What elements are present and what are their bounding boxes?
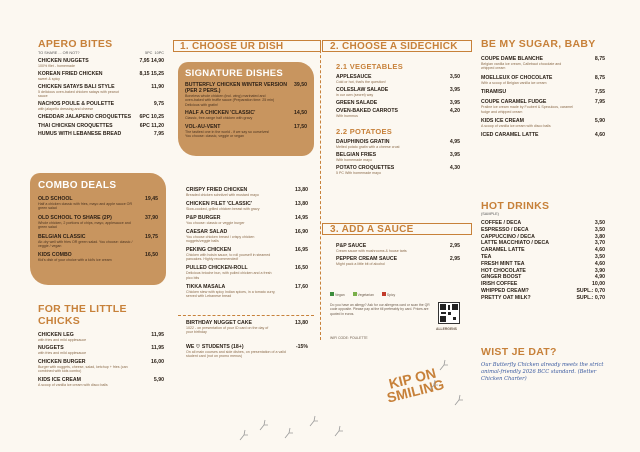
- drinks-section: [481, 200, 605, 302]
- item-name: BUTTERFLY CHICKEN WINTER VERSION (PER 2 PERS.): [185, 82, 288, 94]
- apero-item: [38, 123, 164, 129]
- item-price: 3,50: [594, 220, 605, 226]
- item-name: OVEN-BAKED CARROTS: [336, 108, 398, 115]
- apero-item: [38, 58, 164, 68]
- item-name: KIDS ICE CREAM: [38, 376, 81, 383]
- sauce-title: 3. ADD A SAUCE: [330, 224, 414, 235]
- side-section: [336, 62, 460, 177]
- item-name: CHICKEN SATAYS BALI STYLE: [38, 83, 115, 90]
- item-price: 2,95: [449, 243, 460, 249]
- item-desc: With a scoop of Belgian vanilla ice cream: [481, 80, 547, 85]
- item-name: ICED CARAMEL LATTE: [481, 132, 539, 139]
- apero-col-a: 5PC: [144, 51, 153, 55]
- item-price: 3,95: [449, 99, 460, 106]
- item-name: KIDS COMBO: [38, 252, 72, 259]
- dish-extras: BIRTHDAY NUGGET CAKE 13,80 1022 - on presentation of your ID card on the day of your birthday WE ♡ STUDENTS (18+) -15% On all main courses and side dishes, on presentation of a valid student card (not on promo menus): [186, 320, 308, 359]
- item-name: TIRAMISU: [481, 89, 507, 96]
- wist-title: WIST JE DAT?: [481, 346, 557, 358]
- drink-item: [481, 268, 605, 274]
- apero-col-b: 10PC: [154, 51, 164, 55]
- item-price: 16,50: [145, 252, 158, 259]
- item-price: 4,60: [594, 132, 605, 139]
- item-name: KIDS ICE CREAM: [481, 118, 524, 125]
- qr-code-icon[interactable]: [438, 302, 460, 324]
- signature-item: [185, 82, 307, 107]
- dish-main: [186, 187, 308, 302]
- item-price: 3,50: [449, 74, 460, 80]
- item-name: P&P SAUCE: [336, 243, 367, 249]
- item-price: 3,80: [594, 233, 605, 240]
- item-desc: Delicious brioche bun, with pulled chicken and a fresh pico bits: [186, 271, 272, 280]
- dish-title: 1. CHOOSE UR DISH: [180, 41, 284, 52]
- item-price: 11,90: [151, 83, 164, 90]
- item-desc: With hummus: [336, 114, 358, 119]
- apero-item: [38, 114, 164, 120]
- item-name: IRISH COFFEE: [481, 281, 518, 288]
- item-price: 4,90: [594, 274, 605, 281]
- item-price: 3,90: [594, 267, 605, 274]
- item-desc: A scoop of vanilla ice cream with disco balls: [38, 382, 108, 387]
- legend: [330, 292, 470, 297]
- allergenes-label: ALLERGENS: [436, 327, 457, 331]
- divider: [178, 315, 314, 316]
- item-price: 2,95: [449, 256, 460, 263]
- item-desc: Belgian vanilla ice cream, Callebaut chocolate and whipped cream: [481, 62, 562, 71]
- item-price: 5,90: [594, 118, 605, 125]
- item-desc: sweet & spicy: [38, 76, 60, 81]
- item-desc: Melted potato gratin with a cheese crust: [336, 144, 400, 149]
- item-price: 13,80: [295, 187, 308, 193]
- item-price: 8,15 15,25: [139, 70, 164, 77]
- item-name: VOL-AU-VENT: [185, 123, 221, 130]
- drink-item: [481, 261, 605, 267]
- item-price: SUPL.: 0,70: [576, 287, 605, 294]
- item-name: BELGIAN FRIES: [336, 151, 377, 158]
- item-name: POTATO CROQUETTES: [336, 164, 395, 171]
- legend-vegetarian: Vegetarian: [357, 293, 374, 297]
- dish-item: [186, 215, 308, 225]
- combo-item: [38, 252, 158, 262]
- item-price: 11,95: [151, 345, 164, 352]
- item-name: KOREAN FRIED CHICKEN: [38, 70, 103, 77]
- wist-text: Our Butterfly Chicken already meets the strict animal-friendly 2026 BCC standard. (Better Chicken Charter): [481, 362, 604, 382]
- item-desc: in our own (secret) way: [336, 92, 374, 97]
- item-name: NUGGETS: [38, 345, 64, 352]
- item-price: 17,50: [294, 123, 307, 130]
- item-price: 39,50: [294, 82, 307, 88]
- item-name: HUMUS WITH LEBANESE BREAD: [38, 131, 122, 138]
- dish-item: [186, 229, 308, 244]
- potato-item: [336, 152, 460, 162]
- veg-list: [336, 74, 460, 119]
- apero-list: [38, 58, 164, 137]
- item-price: 5,90: [153, 376, 164, 383]
- vegetable-item: [336, 100, 460, 106]
- item-price: 8,75: [594, 56, 605, 62]
- item-desc: You choose: classic or veggie burger: [186, 220, 245, 225]
- item-desc: Half a chicken classic with fries, mayo and apple sauce OR green salad: [38, 202, 133, 211]
- side-title: 2. CHOOSE A SIDECHICK: [330, 41, 458, 52]
- little-item: [38, 359, 164, 374]
- drink-item: [481, 234, 605, 240]
- item-desc: With homemade mayo: [336, 157, 372, 162]
- birthday-item: BIRTHDAY NUGGET CAKE 13,80: [186, 320, 308, 326]
- item-name: GINGER BOOST: [481, 274, 522, 281]
- pot-list: [336, 139, 460, 175]
- legend-spicy: Spicy: [386, 293, 396, 297]
- item-name: TIKKA MASALA: [186, 283, 226, 290]
- item-name: BELGIAN CLASSIC: [38, 233, 86, 240]
- item-name: FRESH MINT TEA: [481, 260, 525, 267]
- item-name: DAUPHINOIS GRATIN: [336, 138, 390, 145]
- students-item: WE ♡ STUDENTS (18+) -15%: [186, 343, 308, 350]
- item-price: 19,75: [145, 233, 158, 240]
- item-price: 13,80: [295, 200, 308, 207]
- item-name: WHIPPED CREAM?: [481, 287, 529, 294]
- combo-item: [38, 196, 158, 211]
- item-name: PEKING CHICKEN: [186, 247, 231, 254]
- item-price: 8,75: [594, 74, 605, 81]
- item-price: 14,95: [295, 214, 308, 221]
- drink-item: [481, 295, 605, 301]
- dish-list: [186, 187, 308, 298]
- apero-item: [38, 101, 164, 111]
- item-desc: The tastiest one in the world - if we say so ourselves! You choose: classic, veggie or vegan: [185, 129, 270, 139]
- item-price: 11,95: [151, 332, 164, 338]
- item-price: 3,70: [594, 240, 605, 247]
- item-name: MOELLEUX OF CHOCOLATE: [481, 74, 553, 81]
- wifi-code: WIFI CODE: POULETTE: [330, 336, 368, 340]
- drinks-title: HOT DRINKS: [481, 200, 550, 212]
- sauce-item: [336, 243, 460, 253]
- legend-vegan: Vegan: [335, 293, 345, 297]
- item-desc: Kid's dish of your choice with a kid's ice cream: [38, 258, 112, 263]
- item-desc: Burger with nuggets, cheese, salad, ketchup + fries (can combined with kids combo): [38, 364, 128, 374]
- drinks-list: [481, 220, 605, 301]
- chicken-footprints-icon: [230, 350, 490, 450]
- item-price: 16,95: [295, 247, 308, 254]
- sauce-list: [336, 243, 460, 267]
- item-name: COFFEE / DECA: [481, 220, 522, 226]
- apero-subtitle: TO SHARE ... OR NOT?: [38, 51, 80, 55]
- little-list: [38, 332, 164, 387]
- item-name: HALF A CHICKEN 'CLASSIC': [185, 110, 256, 117]
- item-name: P&P BURGER: [186, 214, 221, 221]
- little-section: [38, 303, 164, 390]
- item-price: 14,50: [294, 110, 307, 117]
- sweet-list: [481, 56, 605, 138]
- combo-box: [30, 173, 166, 285]
- item-name: THAI CHICKEN CROQUETTES: [38, 122, 113, 129]
- item-desc: with jalapeño dressing and cheese: [38, 107, 94, 112]
- item-name: COUPE DAME BLANCHE: [481, 56, 543, 62]
- item-price: 17,60: [295, 283, 308, 290]
- item-desc: Classic, free-range half chicken with gravy: [185, 116, 253, 121]
- signature-item: [185, 124, 307, 139]
- combo-list: [38, 196, 158, 263]
- pot-title: 2.2 POTATOES: [336, 126, 393, 136]
- dish-item: [186, 247, 308, 262]
- item-price: 3,95: [449, 86, 460, 93]
- item-name: COUPE CARAMEL FUDGE: [481, 99, 547, 106]
- item-price: 16,00: [151, 358, 164, 365]
- item-desc: Might pack a little bit of alcohol: [336, 262, 385, 267]
- item-desc: Whole chicken, 2 portions of chips, mayo, applesauce and green salad: [38, 220, 131, 230]
- signature-box: [178, 62, 314, 156]
- sweet-title: BE MY SUGAR, BABY: [481, 38, 596, 50]
- item-desc: Cold or hot, that's the question!: [336, 80, 386, 84]
- drink-item: [481, 274, 605, 280]
- item-price: 9,75: [153, 101, 164, 108]
- little-item: [38, 377, 164, 387]
- item-name: ESPRESSO / DECA: [481, 226, 529, 233]
- veg-title: 2.1 VEGETABLES: [336, 62, 403, 71]
- signature-list: [185, 82, 307, 138]
- item-desc: Slow-cooked, grilled chicken breast with gravy: [186, 206, 260, 211]
- item-name: PEPPER CREAM SAUCE: [336, 256, 398, 263]
- dish-item: [186, 187, 308, 197]
- item-price: 4,60: [594, 260, 605, 267]
- dessert-item: [481, 118, 605, 128]
- apero-item: [38, 131, 164, 137]
- item-desc: Chicken stew with spicy Indian spices, in a tomato curry, served with Lebanese bread: [186, 289, 276, 299]
- item-price: 37,90: [145, 214, 158, 221]
- item-price: 19,45: [145, 196, 158, 202]
- item-name: CHICKEN BURGER: [38, 358, 86, 365]
- item-desc: Breaded chicken schnitzel with mustard mayo: [186, 193, 259, 197]
- item-name: OLD SCHOOL TO SHARE (2P): [38, 214, 112, 221]
- drink-item: [481, 227, 605, 233]
- item-desc: with fries and mild applesauce: [38, 338, 87, 342]
- dessert-item: [481, 56, 605, 71]
- signature-title: SIGNATURE DISHES: [185, 68, 284, 79]
- apero-title: APERO BITES: [38, 38, 113, 50]
- item-desc: with fries and mild applesauce: [38, 351, 87, 356]
- item-desc: Air-dry well with fries OR green salad. You choose: classic / veggie / vegan: [38, 239, 133, 249]
- item-name: CHICKEN FILET 'CLASSIC': [186, 200, 253, 207]
- item-name: TEA: [481, 253, 492, 260]
- item-price: 4,95: [449, 138, 460, 145]
- item-price: 3,50: [594, 226, 605, 233]
- item-price: 3,95: [449, 151, 460, 158]
- item-price: 10,00: [592, 281, 605, 288]
- item-name: CAPPUCCINO / DECA: [481, 233, 535, 240]
- sauce-section: [336, 243, 460, 270]
- item-name: HOT CHOCOLATE: [481, 267, 526, 274]
- item-price: 6PC 10,25: [139, 114, 164, 121]
- item-price: 16,90: [295, 228, 308, 235]
- allergy-note: Do you have an allergy? Ask for our allergens card or scan the QR code opposite. Please pay at the till preferably by card. Prices are quoted in euros.: [330, 303, 430, 316]
- item-name: CAESAR SALAD: [186, 228, 228, 235]
- item-name: CHICKEN LEG: [38, 332, 74, 338]
- item-name: CHEDDAR JALAPENO CROQUETTES: [38, 114, 132, 121]
- item-name: PRETTY OAT MILK?: [481, 294, 531, 301]
- item-name: CARAMEL LATTE: [481, 247, 525, 254]
- dessert-item: [481, 99, 605, 114]
- item-price: SUPL.: 0,70: [576, 294, 605, 301]
- little-item: [38, 345, 164, 355]
- drink-item: [481, 247, 605, 253]
- combo-item: [38, 234, 158, 249]
- drink-item: [481, 288, 605, 294]
- drink-item: [481, 220, 605, 226]
- item-name: CRISPY FRIED CHICKEN: [186, 187, 248, 193]
- item-desc: 100% filet - homemade: [38, 64, 75, 68]
- column-divider: [320, 40, 321, 340]
- item-name: NACHOS POULE & POULETTE: [38, 101, 115, 108]
- vegetable-item: [336, 108, 460, 118]
- item-desc: A scoop of vanilla ice cream with disco balls: [481, 124, 551, 129]
- item-desc: You choose chicken breast / crispy chicken nuggets/veggie balls: [186, 234, 255, 244]
- column-left: [38, 38, 164, 140]
- item-desc: Chicken with hoisin sauce, to roll yourself in steamed pancakes. Highly recommended!: [186, 253, 271, 262]
- combo-title: COMBO DEALS: [38, 180, 117, 191]
- item-name: GREEN SALADE: [336, 99, 378, 106]
- item-desc: Boneless whole chicken (incl. wing) marinated and oven-baked with truffle sauce (Preparation time: 25 min) Delicious with gratin!: [185, 94, 275, 107]
- signature-item: [185, 110, 307, 120]
- item-desc: 5 delicious oven-baked chicken satays with peanut sauce: [38, 89, 119, 99]
- drinks-subtitle: (SAMPLE): [481, 212, 499, 216]
- item-name: APPLESAUCE: [336, 74, 372, 80]
- item-price: 7,95 14,90: [139, 58, 164, 64]
- combo-item: [38, 215, 158, 230]
- item-price: 6PC 11,20: [139, 122, 164, 129]
- dish-item: [186, 201, 308, 211]
- apero-item: [38, 84, 164, 99]
- item-name: OLD SCHOOL: [38, 196, 73, 202]
- item-name: PULLED CHICKEN-ROLL: [186, 265, 248, 272]
- item-name: CHICKEN NUGGETS: [38, 58, 89, 64]
- column-right: [481, 38, 605, 142]
- dish-item: [186, 284, 308, 299]
- item-price: 4,20: [449, 108, 460, 115]
- item-price: 16,50: [295, 265, 308, 272]
- kip-on-smiling-slogan: KIP ON SMILING: [385, 364, 446, 406]
- item-price: 7,95: [594, 99, 605, 106]
- dessert-item: [481, 132, 605, 138]
- item-desc: Praline ice cream made by Foubert & Speculoos, caramel fudge and whipped cream: [481, 105, 573, 114]
- drink-item: [481, 254, 605, 260]
- vegetable-item: [336, 87, 460, 97]
- item-price: 7,95: [153, 131, 164, 138]
- dessert-item: [481, 75, 605, 85]
- sauce-item: [336, 256, 460, 266]
- dessert-item: [481, 89, 605, 95]
- item-desc: 5 PC With homemade mayo: [336, 170, 381, 175]
- vegetable-item: [336, 74, 460, 84]
- apero-item: [38, 71, 164, 81]
- item-price: 7,55: [594, 89, 605, 96]
- item-price: 4,60: [594, 247, 605, 254]
- item-price: 4,30: [449, 164, 460, 171]
- item-desc: Cream sauce with mushrooms & house tarts: [336, 249, 407, 253]
- little-title: FOR THE LITTLE CHICKS: [38, 303, 127, 327]
- item-name: LATTE MACCHIATO / DECA: [481, 240, 550, 247]
- dish-item: [186, 265, 308, 280]
- potato-item: [336, 139, 460, 149]
- little-item: [38, 332, 164, 342]
- drink-item: [481, 240, 605, 246]
- item-price: 3,50: [594, 253, 605, 260]
- item-name: COLESLAW SALADE: [336, 86, 389, 93]
- drink-item: [481, 281, 605, 287]
- potato-item: [336, 165, 460, 175]
